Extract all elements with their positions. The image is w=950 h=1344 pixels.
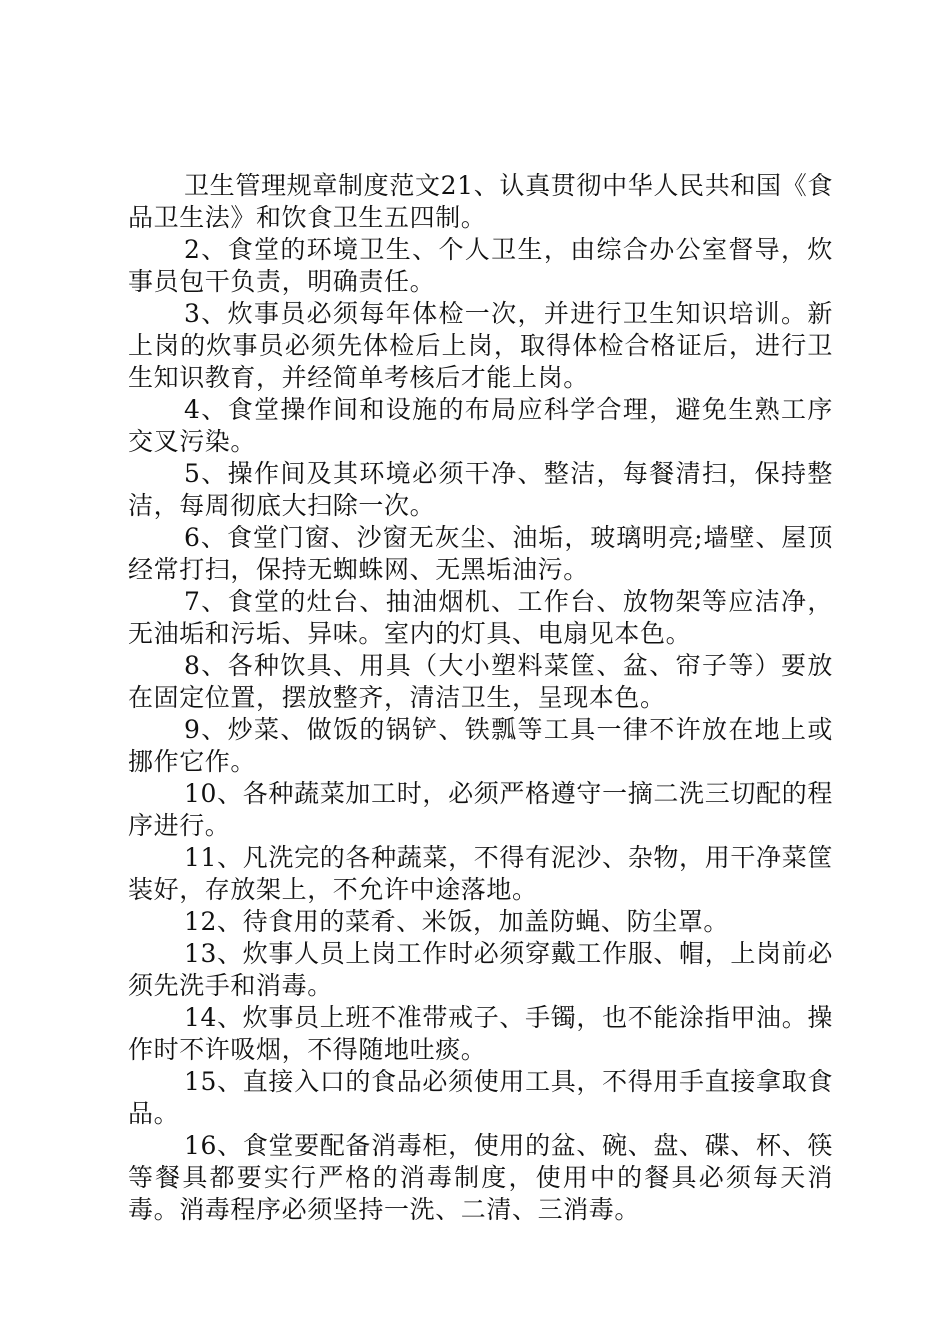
paragraph-16: 16、食堂要配备消毒柜，使用的盆、碗、盘、碟、杯、筷等餐具都要实行严格的消毒制度，使用中的餐具必须每天消毒。消毒程序必须坚持一洗、二清、三消毒。 <box>128 1131 833 1224</box>
paragraph-2: 2、食堂的环境卫生、个人卫生，由综合办公室督导，炊事员包干负责，明确责任。 <box>128 235 833 296</box>
paragraph-12: 12、待食用的菜肴、米饭，加盖防蝇、防尘罩。 <box>184 907 730 936</box>
paragraph-9: 9、炒菜、做饭的锅铲、铁瓢等工具一律不许放在地上或挪作它作。 <box>128 715 833 776</box>
document-body <box>128 170 833 1226</box>
paragraph-13: 13、炊事人员上岗工作时必须穿戴工作服、帽，上岗前必须先洗手和消毒。 <box>128 939 833 1000</box>
paragraph-6: 6、食堂门窗、沙窗无灰尘、油垢，玻璃明亮;墙壁、屋顶经常打扫，保持无蜘蛛网、无黑垢油污。 <box>128 523 833 584</box>
paragraph-7: 7、食堂的灶台、抽油烟机、工作台、放物架等应洁净，无油垢和污垢、异味。室内的灯具、电扇见本色。 <box>128 587 833 648</box>
paragraph-11: 11、凡洗完的各种蔬菜，不得有泥沙、杂物，用干净菜筐装好，存放架上，不允许中途落地。 <box>128 843 833 904</box>
paragraph-10: 10、各种蔬菜加工时，必须严格遵守一摘二洗三切配的程序进行。 <box>128 779 833 840</box>
paragraph-14: 14、炊事员上班不准带戒子、手镯，也不能涂指甲油。操作时不许吸烟，不得随地吐痰。 <box>128 1003 833 1064</box>
paragraph-8: 8、各种饮具、用具（大小塑料菜筐、盆、帘子等）要放在固定位置，摆放整齐，清洁卫生，呈现本色。 <box>128 651 833 712</box>
paragraph-5: 5、操作间及其环境必须干净、整洁，每餐清扫，保持整洁，每周彻底大扫除一次。 <box>128 459 833 520</box>
paragraph-1: 卫生管理规章制度范文21、认真贯彻中华人民共和国《食品卫生法》和饮食卫生五四制。 <box>128 171 833 232</box>
paragraph-15: 15、直接入口的食品必须使用工具，不得用手直接拿取食品。 <box>128 1067 833 1128</box>
paragraph-3: 3、炊事员必须每年体检一次，并进行卫生知识培训。新上岗的炊事员必须先体检后上岗，取得体检合格证后，进行卫生知识教育，并经简单考核后才能上岗。 <box>128 299 833 392</box>
paragraph-4: 4、食堂操作间和设施的布局应科学合理，避免生熟工序交叉污染。 <box>128 395 833 456</box>
